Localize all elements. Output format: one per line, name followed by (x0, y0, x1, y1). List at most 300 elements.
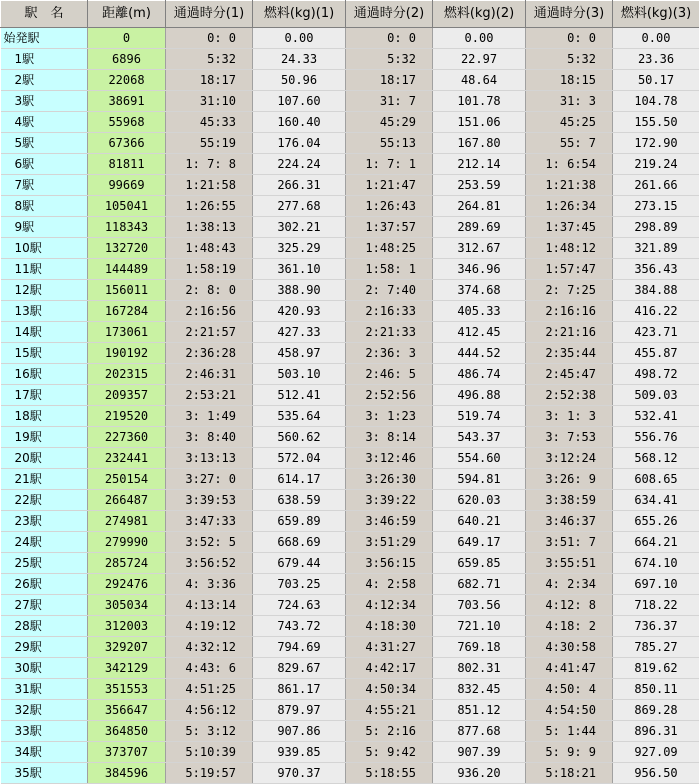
cell-fuel-3[interactable]: 321.89 (613, 238, 699, 259)
cell-pass-time-3[interactable]: 2:21:16 (526, 322, 613, 343)
cell-fuel-2[interactable]: 936.20 (433, 763, 526, 784)
cell-fuel-2[interactable]: 346.96 (433, 259, 526, 280)
table-row[interactable] (1, 259, 699, 280)
table-row[interactable] (1, 91, 699, 112)
cell-pass-time-2[interactable]: 3:12:46 (346, 448, 433, 469)
table-row[interactable] (1, 700, 699, 721)
cell-distance[interactable]: 219520 (88, 406, 166, 427)
table-row[interactable] (1, 469, 699, 490)
cell-station-name[interactable] (1, 70, 88, 91)
cell-fuel-3[interactable]: 608.65 (613, 469, 699, 490)
cell-fuel-1[interactable]: 325.29 (253, 238, 346, 259)
cell-pass-time-2[interactable]: 4:50:34 (346, 679, 433, 700)
cell-pass-time-2[interactable]: 3: 8:14 (346, 427, 433, 448)
cell-distance[interactable]: 132720 (88, 238, 166, 259)
cell-pass-time-3[interactable]: 1:21:38 (526, 175, 613, 196)
cell-distance[interactable]: 0 (88, 28, 166, 49)
cell-distance[interactable]: 364850 (88, 721, 166, 742)
header-fuel-2[interactable]: 燃料(kg)(2) (433, 1, 526, 28)
cell-fuel-2[interactable]: 22.97 (433, 49, 526, 70)
cell-pass-time-3[interactable]: 4: 2:34 (526, 574, 613, 595)
cell-distance[interactable]: 81811 (88, 154, 166, 175)
cell-distance[interactable]: 105041 (88, 196, 166, 217)
cell-distance[interactable]: 38691 (88, 91, 166, 112)
cell-pass-time-2[interactable]: 2:52:56 (346, 385, 433, 406)
cell-fuel-2[interactable]: 769.18 (433, 637, 526, 658)
cell-pass-time-3[interactable]: 3:12:24 (526, 448, 613, 469)
cell-station-name[interactable] (1, 406, 88, 427)
cell-fuel-1[interactable]: 361.10 (253, 259, 346, 280)
cell-pass-time-3[interactable]: 1:26:34 (526, 196, 613, 217)
cell-pass-time-3[interactable]: 3:26: 9 (526, 469, 613, 490)
cell-fuel-2[interactable]: 264.81 (433, 196, 526, 217)
cell-pass-time-1[interactable]: 1:48:43 (166, 238, 253, 259)
table-row[interactable] (1, 406, 699, 427)
cell-distance[interactable]: 118343 (88, 217, 166, 238)
cell-pass-time-3[interactable]: 2:45:47 (526, 364, 613, 385)
cell-fuel-3[interactable]: 356.43 (613, 259, 699, 280)
cell-fuel-3[interactable]: 155.50 (613, 112, 699, 133)
cell-fuel-3[interactable]: 819.62 (613, 658, 699, 679)
table-row[interactable] (1, 154, 699, 175)
cell-pass-time-1[interactable]: 1:21:58 (166, 175, 253, 196)
cell-pass-time-2[interactable]: 4:18:30 (346, 616, 433, 637)
cell-pass-time-3[interactable]: 2:16:16 (526, 301, 613, 322)
cell-station-name[interactable] (1, 175, 88, 196)
cell-pass-time-2[interactable]: 55:13 (346, 133, 433, 154)
cell-fuel-1[interactable]: 107.60 (253, 91, 346, 112)
cell-fuel-3[interactable]: 896.31 (613, 721, 699, 742)
cell-pass-time-1[interactable]: 1:26:55 (166, 196, 253, 217)
cell-distance[interactable]: 22068 (88, 70, 166, 91)
cell-pass-time-2[interactable]: 2:16:33 (346, 301, 433, 322)
cell-station-name[interactable] (1, 301, 88, 322)
cell-fuel-2[interactable]: 832.45 (433, 679, 526, 700)
table-row[interactable] (1, 49, 699, 70)
cell-fuel-3[interactable]: 23.36 (613, 49, 699, 70)
cell-pass-time-3[interactable]: 4:12: 8 (526, 595, 613, 616)
cell-pass-time-3[interactable]: 1:48:12 (526, 238, 613, 259)
cell-pass-time-3[interactable]: 18:15 (526, 70, 613, 91)
cell-station-name[interactable] (1, 532, 88, 553)
cell-station-name[interactable] (1, 343, 88, 364)
cell-distance[interactable]: 312003 (88, 616, 166, 637)
cell-fuel-2[interactable]: 374.68 (433, 280, 526, 301)
cell-station-name[interactable] (1, 679, 88, 700)
cell-pass-time-1[interactable]: 0: 0 (166, 28, 253, 49)
cell-fuel-2[interactable]: 48.64 (433, 70, 526, 91)
cell-pass-time-2[interactable]: 18:17 (346, 70, 433, 91)
cell-pass-time-3[interactable]: 2:52:38 (526, 385, 613, 406)
cell-fuel-3[interactable]: 532.41 (613, 406, 699, 427)
header-distance[interactable]: 距離(m) (88, 1, 166, 28)
cell-station-name[interactable] (1, 385, 88, 406)
cell-fuel-1[interactable]: 703.25 (253, 574, 346, 595)
cell-distance[interactable]: 55968 (88, 112, 166, 133)
cell-fuel-1[interactable]: 24.33 (253, 49, 346, 70)
cell-distance[interactable]: 285724 (88, 553, 166, 574)
cell-fuel-2[interactable]: 444.52 (433, 343, 526, 364)
cell-pass-time-2[interactable]: 1: 7: 1 (346, 154, 433, 175)
cell-pass-time-1[interactable]: 3:13:13 (166, 448, 253, 469)
header-fuel-1[interactable]: 燃料(kg)(1) (253, 1, 346, 28)
cell-station-name[interactable] (1, 448, 88, 469)
table-row[interactable] (1, 28, 699, 49)
cell-pass-time-2[interactable]: 1:21:47 (346, 175, 433, 196)
cell-station-name[interactable] (1, 616, 88, 637)
cell-distance[interactable]: 67366 (88, 133, 166, 154)
cell-fuel-3[interactable]: 674.10 (613, 553, 699, 574)
cell-station-name[interactable] (1, 553, 88, 574)
cell-fuel-1[interactable]: 512.41 (253, 385, 346, 406)
cell-fuel-3[interactable]: 785.27 (613, 637, 699, 658)
cell-fuel-3[interactable]: 869.28 (613, 700, 699, 721)
cell-distance[interactable]: 209357 (88, 385, 166, 406)
cell-pass-time-2[interactable]: 5:32 (346, 49, 433, 70)
cell-pass-time-3[interactable]: 31: 3 (526, 91, 613, 112)
table-row[interactable] (1, 553, 699, 574)
cell-pass-time-2[interactable]: 1:37:57 (346, 217, 433, 238)
cell-station-name[interactable] (1, 742, 88, 763)
cell-pass-time-1[interactable]: 5:10:39 (166, 742, 253, 763)
cell-pass-time-3[interactable]: 5: 1:44 (526, 721, 613, 742)
cell-pass-time-2[interactable]: 3: 1:23 (346, 406, 433, 427)
table-row[interactable] (1, 679, 699, 700)
cell-pass-time-1[interactable]: 3:39:53 (166, 490, 253, 511)
cell-distance[interactable]: 202315 (88, 364, 166, 385)
cell-distance[interactable]: 6896 (88, 49, 166, 70)
cell-station-name[interactable] (1, 658, 88, 679)
cell-pass-time-2[interactable]: 2:46: 5 (346, 364, 433, 385)
cell-fuel-1[interactable]: 176.04 (253, 133, 346, 154)
cell-fuel-2[interactable]: 703.56 (433, 595, 526, 616)
cell-fuel-1[interactable]: 388.90 (253, 280, 346, 301)
table-row[interactable] (1, 133, 699, 154)
cell-fuel-3[interactable]: 736.37 (613, 616, 699, 637)
cell-fuel-1[interactable]: 829.67 (253, 658, 346, 679)
cell-fuel-2[interactable]: 620.03 (433, 490, 526, 511)
cell-distance[interactable]: 384596 (88, 763, 166, 784)
cell-distance[interactable]: 173061 (88, 322, 166, 343)
cell-pass-time-3[interactable]: 5:18:21 (526, 763, 613, 784)
cell-distance[interactable]: 279990 (88, 532, 166, 553)
cell-fuel-3[interactable]: 664.21 (613, 532, 699, 553)
cell-pass-time-1[interactable]: 4:32:12 (166, 637, 253, 658)
cell-pass-time-3[interactable]: 5: 9: 9 (526, 742, 613, 763)
cell-pass-time-1[interactable]: 4: 3:36 (166, 574, 253, 595)
cell-distance[interactable]: 329207 (88, 637, 166, 658)
cell-pass-time-1[interactable]: 3: 8:40 (166, 427, 253, 448)
cell-fuel-2[interactable]: 594.81 (433, 469, 526, 490)
table-row[interactable] (1, 763, 699, 784)
cell-pass-time-2[interactable]: 3:51:29 (346, 532, 433, 553)
cell-pass-time-3[interactable]: 4:50: 4 (526, 679, 613, 700)
cell-pass-time-2[interactable]: 2:36: 3 (346, 343, 433, 364)
cell-fuel-1[interactable]: 458.97 (253, 343, 346, 364)
cell-station-name[interactable] (1, 217, 88, 238)
cell-fuel-3[interactable]: 423.71 (613, 322, 699, 343)
cell-fuel-1[interactable]: 879.97 (253, 700, 346, 721)
table-row[interactable] (1, 574, 699, 595)
cell-station-name[interactable] (1, 28, 88, 49)
cell-fuel-1[interactable]: 724.63 (253, 595, 346, 616)
cell-fuel-1[interactable]: 560.62 (253, 427, 346, 448)
cell-pass-time-2[interactable]: 3:46:59 (346, 511, 433, 532)
table-row[interactable] (1, 490, 699, 511)
cell-station-name[interactable] (1, 280, 88, 301)
cell-fuel-3[interactable]: 718.22 (613, 595, 699, 616)
cell-fuel-1[interactable]: 224.24 (253, 154, 346, 175)
cell-station-name[interactable] (1, 469, 88, 490)
cell-fuel-2[interactable]: 405.33 (433, 301, 526, 322)
cell-fuel-2[interactable]: 802.31 (433, 658, 526, 679)
table-row[interactable] (1, 175, 699, 196)
cell-pass-time-2[interactable]: 4:12:34 (346, 595, 433, 616)
cell-pass-time-2[interactable]: 2: 7:40 (346, 280, 433, 301)
cell-distance[interactable]: 190192 (88, 343, 166, 364)
cell-station-name[interactable] (1, 49, 88, 70)
cell-pass-time-1[interactable]: 2:21:57 (166, 322, 253, 343)
cell-fuel-1[interactable]: 503.10 (253, 364, 346, 385)
cell-fuel-2[interactable]: 659.85 (433, 553, 526, 574)
cell-fuel-3[interactable]: 850.11 (613, 679, 699, 700)
cell-fuel-1[interactable]: 743.72 (253, 616, 346, 637)
table-row[interactable] (1, 721, 699, 742)
cell-fuel-1[interactable]: 277.68 (253, 196, 346, 217)
cell-fuel-2[interactable]: 851.12 (433, 700, 526, 721)
cell-fuel-2[interactable]: 412.45 (433, 322, 526, 343)
table-row[interactable] (1, 595, 699, 616)
cell-pass-time-2[interactable]: 3:56:15 (346, 553, 433, 574)
cell-fuel-1[interactable]: 302.21 (253, 217, 346, 238)
table-row[interactable] (1, 343, 699, 364)
table-row[interactable] (1, 616, 699, 637)
cell-pass-time-1[interactable]: 4:43: 6 (166, 658, 253, 679)
cell-fuel-3[interactable]: 273.15 (613, 196, 699, 217)
cell-fuel-1[interactable]: 861.17 (253, 679, 346, 700)
header-station-name[interactable]: 駅 名 (1, 1, 88, 28)
cell-station-name[interactable] (1, 112, 88, 133)
table-row[interactable] (1, 70, 699, 91)
cell-distance[interactable]: 373707 (88, 742, 166, 763)
cell-pass-time-1[interactable]: 4:56:12 (166, 700, 253, 721)
cell-pass-time-1[interactable]: 18:17 (166, 70, 253, 91)
cell-fuel-3[interactable]: 498.72 (613, 364, 699, 385)
cell-pass-time-1[interactable]: 55:19 (166, 133, 253, 154)
cell-station-name[interactable] (1, 91, 88, 112)
cell-pass-time-1[interactable]: 31:10 (166, 91, 253, 112)
cell-fuel-2[interactable]: 0.00 (433, 28, 526, 49)
cell-pass-time-2[interactable]: 4:42:17 (346, 658, 433, 679)
cell-fuel-1[interactable]: 427.33 (253, 322, 346, 343)
table-row[interactable] (1, 238, 699, 259)
header-fuel-3[interactable]: 燃料(kg)(3) (613, 1, 699, 28)
table-row[interactable] (1, 280, 699, 301)
cell-distance[interactable]: 266487 (88, 490, 166, 511)
cell-station-name[interactable] (1, 490, 88, 511)
cell-station-name[interactable] (1, 364, 88, 385)
cell-pass-time-2[interactable]: 1:48:25 (346, 238, 433, 259)
cell-pass-time-3[interactable]: 55: 7 (526, 133, 613, 154)
cell-pass-time-3[interactable]: 0: 0 (526, 28, 613, 49)
cell-fuel-2[interactable]: 312.67 (433, 238, 526, 259)
cell-pass-time-3[interactable]: 1:37:45 (526, 217, 613, 238)
cell-pass-time-1[interactable]: 1: 7: 8 (166, 154, 253, 175)
cell-pass-time-3[interactable]: 4:41:47 (526, 658, 613, 679)
cell-pass-time-1[interactable]: 3:56:52 (166, 553, 253, 574)
cell-fuel-3[interactable]: 697.10 (613, 574, 699, 595)
cell-pass-time-1[interactable]: 5:32 (166, 49, 253, 70)
cell-station-name[interactable] (1, 700, 88, 721)
cell-distance[interactable]: 250154 (88, 469, 166, 490)
cell-pass-time-2[interactable]: 4: 2:58 (346, 574, 433, 595)
cell-distance[interactable]: 144489 (88, 259, 166, 280)
cell-fuel-2[interactable]: 212.14 (433, 154, 526, 175)
cell-fuel-1[interactable]: 679.44 (253, 553, 346, 574)
cell-pass-time-2[interactable]: 45:29 (346, 112, 433, 133)
cell-fuel-2[interactable]: 907.39 (433, 742, 526, 763)
cell-pass-time-1[interactable]: 2:16:56 (166, 301, 253, 322)
cell-pass-time-2[interactable]: 3:39:22 (346, 490, 433, 511)
cell-distance[interactable]: 356647 (88, 700, 166, 721)
cell-fuel-3[interactable]: 655.26 (613, 511, 699, 532)
cell-pass-time-3[interactable]: 5:32 (526, 49, 613, 70)
cell-fuel-1[interactable]: 668.69 (253, 532, 346, 553)
cell-distance[interactable]: 167284 (88, 301, 166, 322)
cell-fuel-1[interactable]: 535.64 (253, 406, 346, 427)
cell-distance[interactable]: 351553 (88, 679, 166, 700)
cell-station-name[interactable] (1, 322, 88, 343)
cell-fuel-3[interactable]: 568.12 (613, 448, 699, 469)
cell-fuel-2[interactable]: 649.17 (433, 532, 526, 553)
cell-pass-time-1[interactable]: 5: 3:12 (166, 721, 253, 742)
cell-fuel-1[interactable]: 50.96 (253, 70, 346, 91)
cell-distance[interactable]: 232441 (88, 448, 166, 469)
cell-pass-time-2[interactable]: 1:58: 1 (346, 259, 433, 280)
cell-pass-time-1[interactable]: 4:13:14 (166, 595, 253, 616)
cell-pass-time-1[interactable]: 3:52: 5 (166, 532, 253, 553)
cell-fuel-1[interactable]: 572.04 (253, 448, 346, 469)
cell-station-name[interactable] (1, 154, 88, 175)
cell-fuel-1[interactable]: 160.40 (253, 112, 346, 133)
cell-station-name[interactable] (1, 196, 88, 217)
table-row[interactable] (1, 112, 699, 133)
cell-station-name[interactable] (1, 574, 88, 595)
cell-pass-time-2[interactable]: 1:26:43 (346, 196, 433, 217)
cell-pass-time-3[interactable]: 4:30:58 (526, 637, 613, 658)
cell-distance[interactable]: 156011 (88, 280, 166, 301)
cell-fuel-2[interactable]: 640.21 (433, 511, 526, 532)
cell-distance[interactable]: 305034 (88, 595, 166, 616)
table-row[interactable] (1, 532, 699, 553)
cell-fuel-3[interactable]: 927.09 (613, 742, 699, 763)
cell-station-name[interactable] (1, 133, 88, 154)
cell-fuel-2[interactable]: 151.06 (433, 112, 526, 133)
table-row[interactable] (1, 427, 699, 448)
cell-fuel-2[interactable]: 543.37 (433, 427, 526, 448)
cell-fuel-2[interactable]: 877.68 (433, 721, 526, 742)
table-row[interactable] (1, 448, 699, 469)
cell-fuel-1[interactable]: 614.17 (253, 469, 346, 490)
cell-fuel-3[interactable]: 0.00 (613, 28, 699, 49)
cell-fuel-2[interactable]: 101.78 (433, 91, 526, 112)
cell-pass-time-3[interactable]: 2: 7:25 (526, 280, 613, 301)
cell-fuel-1[interactable]: 420.93 (253, 301, 346, 322)
table-row[interactable] (1, 196, 699, 217)
cell-pass-time-1[interactable]: 5:19:57 (166, 763, 253, 784)
cell-fuel-2[interactable]: 486.74 (433, 364, 526, 385)
cell-pass-time-1[interactable]: 3: 1:49 (166, 406, 253, 427)
cell-pass-time-3[interactable]: 3:55:51 (526, 553, 613, 574)
table-row[interactable] (1, 511, 699, 532)
cell-pass-time-1[interactable]: 3:27: 0 (166, 469, 253, 490)
cell-pass-time-1[interactable]: 3:47:33 (166, 511, 253, 532)
cell-pass-time-2[interactable]: 5: 9:42 (346, 742, 433, 763)
table-row[interactable] (1, 658, 699, 679)
cell-pass-time-3[interactable]: 3:51: 7 (526, 532, 613, 553)
cell-fuel-1[interactable]: 266.31 (253, 175, 346, 196)
cell-pass-time-3[interactable]: 1: 6:54 (526, 154, 613, 175)
cell-pass-time-1[interactable]: 2:36:28 (166, 343, 253, 364)
cell-fuel-1[interactable]: 0.00 (253, 28, 346, 49)
cell-pass-time-1[interactable]: 4:19:12 (166, 616, 253, 637)
cell-fuel-2[interactable]: 682.71 (433, 574, 526, 595)
cell-pass-time-3[interactable]: 3:38:59 (526, 490, 613, 511)
cell-fuel-2[interactable]: 253.59 (433, 175, 526, 196)
cell-pass-time-2[interactable]: 5: 2:16 (346, 721, 433, 742)
cell-pass-time-2[interactable]: 4:55:21 (346, 700, 433, 721)
cell-fuel-3[interactable]: 219.24 (613, 154, 699, 175)
cell-pass-time-3[interactable]: 4:54:50 (526, 700, 613, 721)
cell-fuel-3[interactable]: 556.76 (613, 427, 699, 448)
cell-pass-time-2[interactable]: 2:21:33 (346, 322, 433, 343)
cell-fuel-1[interactable]: 939.85 (253, 742, 346, 763)
cell-pass-time-1[interactable]: 45:33 (166, 112, 253, 133)
cell-fuel-2[interactable]: 519.74 (433, 406, 526, 427)
cell-pass-time-3[interactable]: 3:46:37 (526, 511, 613, 532)
cell-fuel-3[interactable]: 509.03 (613, 385, 699, 406)
cell-distance[interactable]: 292476 (88, 574, 166, 595)
cell-pass-time-1[interactable]: 2:53:21 (166, 385, 253, 406)
cell-station-name[interactable] (1, 259, 88, 280)
header-pass-time-2[interactable]: 通過時分(2) (346, 1, 433, 28)
cell-fuel-1[interactable]: 659.89 (253, 511, 346, 532)
cell-fuel-3[interactable]: 384.88 (613, 280, 699, 301)
cell-fuel-1[interactable]: 970.37 (253, 763, 346, 784)
cell-pass-time-1[interactable]: 1:58:19 (166, 259, 253, 280)
cell-distance[interactable]: 342129 (88, 658, 166, 679)
header-pass-time-1[interactable]: 通過時分(1) (166, 1, 253, 28)
cell-station-name[interactable] (1, 637, 88, 658)
cell-fuel-2[interactable]: 289.69 (433, 217, 526, 238)
cell-station-name[interactable] (1, 721, 88, 742)
cell-pass-time-1[interactable]: 2:46:31 (166, 364, 253, 385)
cell-fuel-3[interactable]: 172.90 (613, 133, 699, 154)
cell-fuel-2[interactable]: 167.80 (433, 133, 526, 154)
cell-pass-time-3[interactable]: 3: 7:53 (526, 427, 613, 448)
cell-station-name[interactable] (1, 763, 88, 784)
cell-fuel-1[interactable]: 907.86 (253, 721, 346, 742)
cell-pass-time-2[interactable]: 5:18:55 (346, 763, 433, 784)
cell-fuel-3[interactable]: 298.89 (613, 217, 699, 238)
cell-station-name[interactable] (1, 238, 88, 259)
cell-pass-time-1[interactable]: 2: 8: 0 (166, 280, 253, 301)
cell-fuel-1[interactable]: 638.59 (253, 490, 346, 511)
cell-fuel-2[interactable]: 496.88 (433, 385, 526, 406)
cell-fuel-3[interactable]: 416.22 (613, 301, 699, 322)
table-row[interactable] (1, 637, 699, 658)
table-row[interactable] (1, 322, 699, 343)
